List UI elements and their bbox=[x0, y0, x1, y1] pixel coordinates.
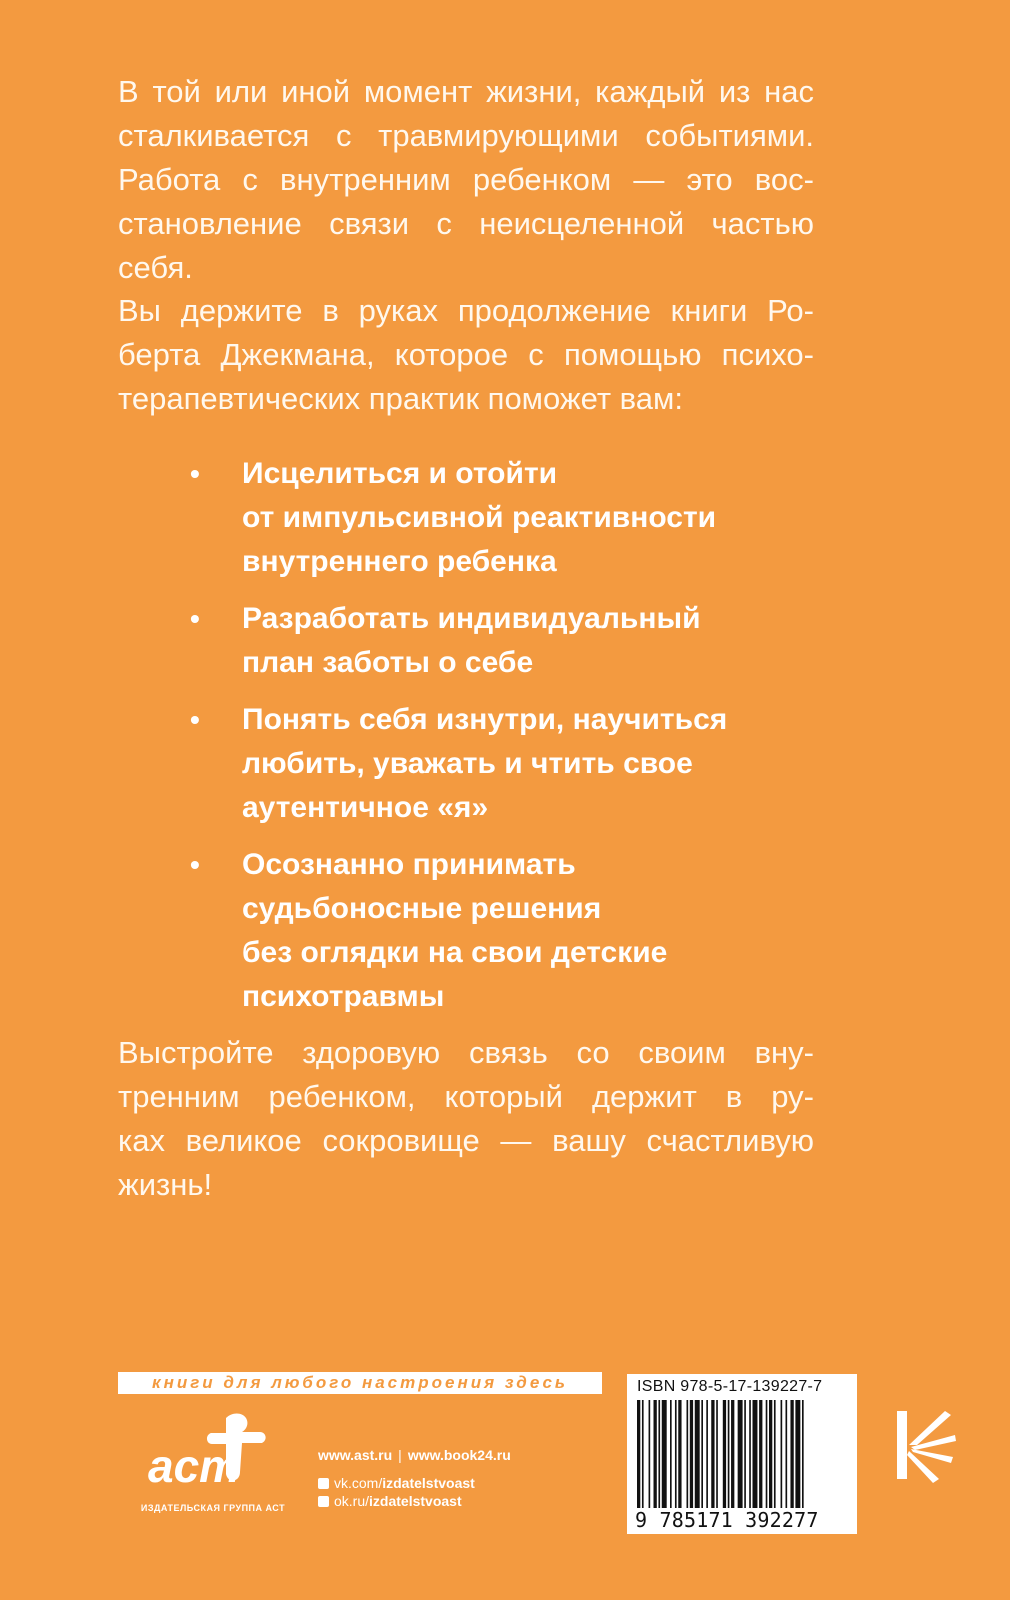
bullet-marker: • bbox=[190, 704, 200, 735]
ok-prefix: ok.ru/ bbox=[334, 1493, 370, 1509]
website-link-ast[interactable]: www.ast.ru bbox=[318, 1447, 393, 1463]
list-item-line: Исцелиться и отойти bbox=[242, 457, 558, 490]
list-item-line: план заботы о себе bbox=[242, 646, 534, 679]
list-item bbox=[188, 843, 808, 1019]
barcode-bar bbox=[662, 1400, 667, 1508]
list-item bbox=[188, 597, 808, 685]
list-item-line: Понять себя изнутри, научиться bbox=[242, 703, 728, 736]
bullet-marker: • bbox=[190, 458, 200, 489]
ok-handle: izdatelstvoast bbox=[369, 1493, 462, 1509]
text-line: сталкивается с травмирующими событиями. bbox=[118, 118, 814, 153]
publisher-logo bbox=[128, 1410, 298, 1520]
barcode-bar bbox=[790, 1400, 793, 1508]
barcode-bar bbox=[749, 1400, 751, 1508]
barcode-bar bbox=[774, 1400, 776, 1508]
barcode-bar bbox=[654, 1400, 657, 1508]
barcode-bar bbox=[802, 1400, 804, 1508]
list-item-line: аутентичное «я» bbox=[242, 791, 489, 824]
barcode-bar bbox=[658, 1400, 660, 1508]
book-k-logo-icon bbox=[895, 1405, 965, 1485]
barcode-bar bbox=[716, 1400, 718, 1508]
barcode-box bbox=[627, 1374, 857, 1534]
barcode-bar bbox=[642, 1400, 644, 1508]
publisher-links bbox=[318, 1447, 608, 1509]
outro-paragraph bbox=[118, 1031, 814, 1207]
list-item-line: любить, уважать и чтить свое bbox=[242, 747, 693, 780]
barcode-bar bbox=[711, 1400, 714, 1508]
text-line: Вы держите в руках продолжение книги Ро- bbox=[118, 293, 814, 328]
text-line: тренним ребенком, который держит в ру- bbox=[118, 1079, 814, 1114]
text-line: ках великое сокровище — вашу счастливую bbox=[118, 1123, 814, 1158]
text-line: Выстройте здоровую связь со своим вну- bbox=[118, 1035, 814, 1070]
vk-link[interactable] bbox=[318, 1475, 608, 1491]
list-item-line: Осознанно принимать bbox=[242, 848, 576, 881]
list-item bbox=[188, 698, 808, 830]
publisher-caption: ИЗДАТЕЛЬСКАЯ ГРУППА АСТ bbox=[140, 1503, 286, 1513]
barcode-bar bbox=[738, 1400, 743, 1508]
website-link-book24[interactable]: www.book24.ru bbox=[407, 1447, 511, 1463]
benefits-list bbox=[188, 452, 808, 1032]
list-item-line: без оглядки на свои детские bbox=[242, 936, 668, 969]
barcode-bar bbox=[723, 1400, 726, 1508]
vk-prefix: vk.com/ bbox=[334, 1475, 383, 1491]
list-item-line: от импульсивной реактивности bbox=[242, 501, 717, 534]
barcode-bar bbox=[753, 1400, 758, 1508]
barcode-icon bbox=[637, 1400, 849, 1508]
barcode-bar bbox=[675, 1400, 677, 1508]
barcode-bar bbox=[695, 1400, 700, 1508]
barcode-bar bbox=[759, 1400, 762, 1508]
link-separator: | bbox=[398, 1447, 402, 1463]
list-item-line: психотравмы bbox=[242, 980, 445, 1013]
barcode-bar bbox=[781, 1400, 783, 1508]
barcode-bar bbox=[687, 1400, 689, 1508]
barcode-digits: 9 785171 392277 bbox=[635, 1508, 819, 1532]
list-item-line: внутреннего ребенка bbox=[242, 545, 557, 578]
ok-icon bbox=[318, 1496, 329, 1507]
barcode-bar bbox=[795, 1400, 800, 1508]
text-line: жизнь! bbox=[118, 1167, 213, 1202]
barcode-bar bbox=[769, 1400, 772, 1508]
vk-icon bbox=[318, 1478, 329, 1489]
barcode-bar bbox=[786, 1400, 788, 1508]
barcode-bar bbox=[731, 1400, 734, 1508]
barcode-bar bbox=[690, 1400, 693, 1508]
intro-paragraph-1 bbox=[118, 70, 814, 290]
text-line: В той или иной момент жизни, каждый из нас bbox=[118, 74, 814, 109]
barcode-bar bbox=[649, 1400, 651, 1508]
barcode-bar bbox=[766, 1400, 768, 1508]
list-item-line: Разработать индивидуальный bbox=[242, 602, 701, 635]
slogan-strip: книги для любого настроения здесь bbox=[118, 1372, 602, 1394]
list-item-line: судьбоносные решения bbox=[242, 892, 602, 925]
text-line: терапевтических практик поможет вам: bbox=[118, 381, 683, 416]
vk-handle: izdatelstvoast bbox=[382, 1475, 475, 1491]
ok-link[interactable] bbox=[318, 1493, 608, 1509]
ast-logo-icon bbox=[128, 1410, 298, 1502]
intro-paragraph-2 bbox=[118, 289, 814, 421]
barcode-bar bbox=[728, 1400, 730, 1508]
text-line: берта Джекмана, которое с помощью психо- bbox=[118, 337, 814, 372]
bullet-marker: • bbox=[190, 603, 200, 634]
bullet-marker: • bbox=[190, 849, 200, 880]
text-line: себя. bbox=[118, 250, 193, 285]
barcode-bar bbox=[637, 1400, 640, 1508]
barcode-bar bbox=[701, 1400, 703, 1508]
text-line: Работа с внутренним ребенком — это вос- bbox=[118, 162, 814, 197]
text-line: становление связи с неисцеленной частью bbox=[118, 206, 814, 241]
list-item bbox=[188, 452, 808, 584]
barcode-bar bbox=[706, 1400, 708, 1508]
barcode-bar bbox=[670, 1400, 672, 1508]
svg-text:аст: аст bbox=[148, 1440, 241, 1492]
isbn-text: ISBN 978-5-17-139227-7 bbox=[637, 1378, 823, 1395]
website-links bbox=[318, 1447, 608, 1463]
barcode-bar bbox=[744, 1400, 746, 1508]
barcode-bar bbox=[678, 1400, 681, 1508]
